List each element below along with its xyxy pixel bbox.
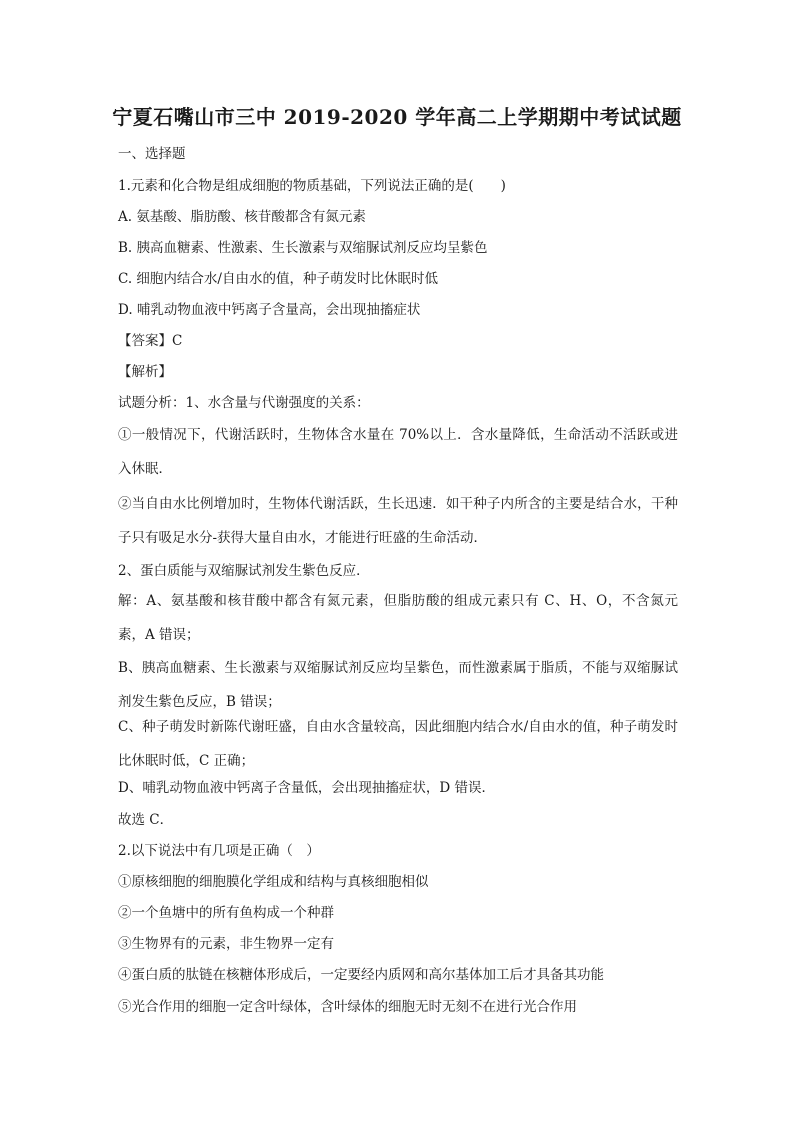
- document-title: 宁夏石嘴山市三中 2019-2020 学年高二上学期期中考试试题: [112, 105, 682, 129]
- section-heading: 一、选择题: [118, 146, 186, 162]
- analysis-point-3: 2、蛋白质能与双缩脲试剂发生紫色反应．: [118, 563, 370, 579]
- question-2-item-3: ③生物界有的元素，非生物界一定有: [118, 936, 334, 952]
- question-1-option-d: D. 哺乳动物血液中钙离子含量高，会出现抽搐症状: [118, 302, 421, 318]
- question-1-stem: 1.元素和化合物是组成细胞的物质基础，下列说法正确的是( ): [118, 178, 506, 194]
- analysis-point-2: ②当自由水比例增加时，生物体代谢活跃，生长迅速．如干种子内所含的主要是结合水，干种子只有吸足水分-获得大量自由水，才能进行旺盛的生命活动．: [118, 496, 678, 546]
- question-1-analysis-intro: 试题分析：1、水含量与代谢强度的关系：: [118, 395, 370, 411]
- question-2-stem: 2.以下说法中有几项是正确（ ）: [118, 843, 320, 859]
- question-2-item-1: ①原核细胞的细胞膜化学组成和结构与真核细胞相似: [118, 874, 429, 890]
- question-1-conclusion: 故选 C．: [118, 812, 174, 828]
- analysis-point-1: ①一般情况下，代谢活跃时，生物体含水量在 70%以上．含水量降低，生命活动不活跃或进入休眠．: [118, 427, 678, 477]
- question-1-option-a: A. 氨基酸、脂肪酸、核苷酸都含有氮元素: [118, 209, 366, 225]
- question-1-option-b: B. 胰高血糖素、性激素、生长激素与双缩脲试剂反应均呈紫色: [118, 240, 488, 256]
- question-2-item-5: ⑤光合作用的细胞一定含叶绿体，含叶绿体的细胞无时无刻不在进行光合作用: [118, 999, 577, 1015]
- question-2-item-4: ④蛋白质的肽链在核糖体形成后，一定要经内质网和高尔基体加工后才具备其功能: [118, 967, 604, 983]
- solution-b: B、胰高血糖素、生长激素与双缩脲试剂反应均呈紫色，而性激素属于脂质，不能与双缩脲试剂发生紫色反应，B 错误；: [118, 660, 678, 710]
- solution-d: D、哺乳动物血液中钙离子含量低，会出现抽搐症状，D 错误．: [118, 780, 495, 796]
- solution-a: 解：A、氨基酸和核苷酸中都含有氮元素，但脂肪酸的组成元素只有 C、H、O，不含氮元素，A 错误；: [118, 593, 678, 643]
- question-1-option-c: C. 细胞内结合水/自由水的值，种子萌发时比休眠时低: [118, 271, 438, 287]
- question-1-answer: 【答案】C: [118, 333, 183, 349]
- question-2-item-2: ②一个鱼塘中的所有鱼构成一个种群: [118, 905, 334, 921]
- question-1-analysis-label: 【解析】: [118, 364, 172, 380]
- solution-c: C、种子萌发时新陈代谢旺盛，自由水含量较高，因此细胞内结合水/自由水的值，种子萌发时比休眠时低，C 正确；: [118, 719, 678, 769]
